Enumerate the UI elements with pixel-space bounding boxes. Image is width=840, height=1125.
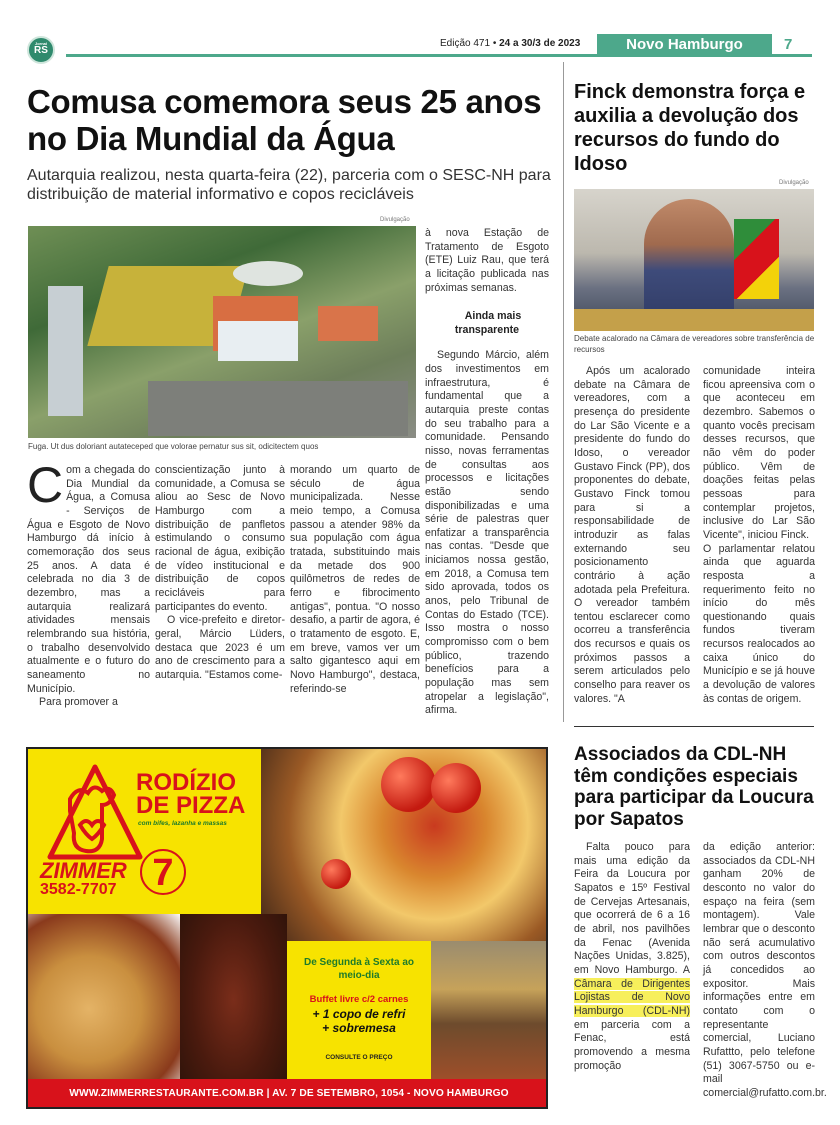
column-divider [563,62,564,722]
main-headline: Comusa comemora seus 25 anos no Dia Mundial da Água [27,83,542,157]
edition-dates: 24 a 30/3 de 2023 [499,38,581,49]
ad-phone: 3582-7707 [40,881,117,898]
paragraph: Segundo Márcio, além dos investimentos em infraestrutura, é fundamental que a autarquia preste contas do seu trabalho para a comunidade. Pensando nisso, novas ferramentas de consultas aos processos e licitações estão sendo disponibilizadas e uma série de palestras quer enfatizar a transparência nas contas. "Desde que iniciamos nossa gestão, em 2018, a Comusa tem sido aprovada, todos os anos, pelo Tribunal de Contas do Estado (TCE). Isso mostra o nosso compromisso com o bem público, trazendo benefícios para a população mas sem atropelar a legislação", afirma. [425,349,549,717]
steak-photo [180,914,287,1104]
section-label: Novo Hamburgo [597,34,772,55]
ad-brand-line-1: RODÍZIO [136,769,236,796]
finck-headline: Finck demonstra força e auxilia a devolução dos recursos do fundo do Idoso [574,81,806,175]
ad-extra-drink: + 1 copo de refri [312,1007,406,1021]
paragraph: conscientização junto à comunidade, a Comusa se aliou ao Sesc de Novo Hamburgo com a distribuição de panfletos estimulando o consumo racional de água, exibição de vídeo institucional e distribuição de copos recicláveis para participantes do evento. [155,464,285,613]
subheading: Ainda mais transparente [454,310,522,337]
paragraph: comunidade inteira ficou apreensiva com o que aconteceu em dezembro. Sabemos o quanto vocês precisam desses recursos, que não vêm do poder público. Vêm de doações feitas pelas pessoas para contemplar projetos, inclusive do Lar São Vicente", iniciou Finck. [703,365,815,541]
article-separator [574,726,814,727]
photo-credit: Divulgação [779,180,809,186]
paragraph: da edição anterior: associados da CDL-NH ganham 20% de desconto no valor do espaço na feira (sem montagem). Vale lembrar que o desconto não será acumulativo com outros descontos já concedidos ao expositor. Mais informações entre em contato com o representante comercial, Luciano Rufattto, pelo telefone (51) 3067-5750 ou e-mail comercial@rufatto.com.br. [703,841,827,1099]
newspaper-logo [27,36,55,64]
drop-cap: C [27,457,64,513]
paragraph: O vice-prefeito e diretor-geral, Márcio Lüders, destaca que 2023 é um ano de crescimento para a autarquia. "Estamos come- [155,614,285,681]
ad-extra-dessert: + sobremesa [322,1021,396,1035]
logo-main-text: RS [34,45,48,56]
paragraph: Após um acalorado debate na Câmara de vereadores, com a presença do presidente do Lar São Vicente e a presidente do fundo do Idoso, o vereador Gustavo Finck (PP), dos proponentes do debate, Gustavo Finck tomou para si a responsabilidade de introduzir as falas externando seu posicionamento contrário à ação adotada pela Prefeitura. O vereador também tentou esclarecer como ocorreu a transferência dos recursos e quais os próximos passos a serem articulados pelo conselho para reaver os valores. "A [574,365,690,705]
article-column-3 [290,464,420,696]
council-debate-photo [574,189,814,331]
cdl-column-1 [574,841,690,1073]
photo-caption: Debate acalorado na Câmara de vereadores sobre transferência de recursos [574,334,815,354]
article-column-2 [155,464,285,683]
main-subtitle: Autarquia realizou, nesta quarta-feira (22), parceria com o SESC-NH para distribuição de material informativo e copos recicláveis [27,167,551,203]
ad-schedule: De Segunda à Sexta ao meio-dia [303,957,415,981]
ad-restaurant-name: ZIMMER [40,858,127,883]
photo-credit: Divulgação [380,217,410,223]
highlighted-text: Câmara de Dirigentes Lojistas de Novo Hamburgo (CDL-NH) [574,977,690,1017]
pizza-photo [261,749,548,941]
edition-info [440,38,580,49]
aerial-photo-water-treatment-plant [28,226,416,438]
paragraph: O parlamentar relatou ainda que aguarda resposta a requerimento feito no início do mês questionando quais fundos tiveram recursos realocados ao caixa único do Município e se já houve a devolução de valores às contas de origem. [703,542,815,705]
text-run: Falta pouco para mais uma edição da Feira da Loucura por Sapatos e 15º Festival de Cervejas Artesanais, que ocorrerá de 6 a 16 de abril, nos pavilhões da Fenac (Avenida Nações Unidas, 3.825), em Novo Hamburgo. A [574,841,690,976]
ad-tagline: com bifes, lazanha e massas [138,820,227,827]
restaurant-advertisement [26,747,548,1109]
text-run: em parceria com a Fenac, está promovendo a mesma promoção [574,1018,690,1072]
ad-brand-line-2: DE PIZZA [136,792,246,819]
paragraph [574,841,690,1073]
paragraph: om a chegada do Dia Mundial da Água, a Comusa - Serviços de Água e Esgoto de Novo Hamburgo dá início à comemoração dos seus 25 anos. A data é celebrada no dia 3 de dezembro, mas a autarquia realizará atividades mensais relembrando sua história, o trabalho desenvolvido atualmente e o futuro do saneamento no Município. [27,464,150,695]
page-number: 7 [784,36,793,53]
photo-caption: Fuga. Ut dus doloriant autateceped que volorae pernatur sus sit, odicitectem quos [28,442,319,451]
article-column-1 [27,457,150,710]
paragraph: Para promover a [39,696,118,709]
ad-buffet-offer: Buffet livre c/2 carnes [309,994,409,1005]
paragraph: morando um quarto de século de água municipalizada. Nesse meio tempo, a Comusa passou a atender 98% da sua população com água tratada, substituindo mais da metade dos 900 quilômetros de redes de ferro e fibrocimento antigas", pontua. "O nosso desafio, a partir de agora, é o tratamento de esgoto. E, em breve, vamos ver um salto gigantesco aqui em Novo Hamburgo", destaca, referindo-se [290,464,420,695]
cdl-headline: Associados da CDL-NH têm condições especiais para participar da Loucura por Sapatos [574,744,814,830]
ad-number-badge: 7 [140,849,186,895]
ad-consult-price: CONSULTE O PREÇO [325,1054,393,1061]
article-column-4 [425,227,549,718]
paragraph: à nova Estação de Tratamento de Esgoto (ETE) Luiz Rau, que terá a licitação publicada nas próximas semanas. [425,227,549,294]
spaghetti-photo [28,914,180,1104]
ad-footer-address: WWW.ZIMMERRESTAURANTE.COM.BR | AV. 7 DE SETEMBRO, 1054 - NOVO HAMBURGO [28,1079,548,1109]
logo-top-text: Jornal [34,41,47,46]
cdl-column-2 [703,841,827,1100]
buffet-photo [431,941,548,1079]
finck-column-1 [574,365,690,706]
edition-number: Edição 471 • [440,38,500,49]
finck-column-2 [703,365,815,706]
